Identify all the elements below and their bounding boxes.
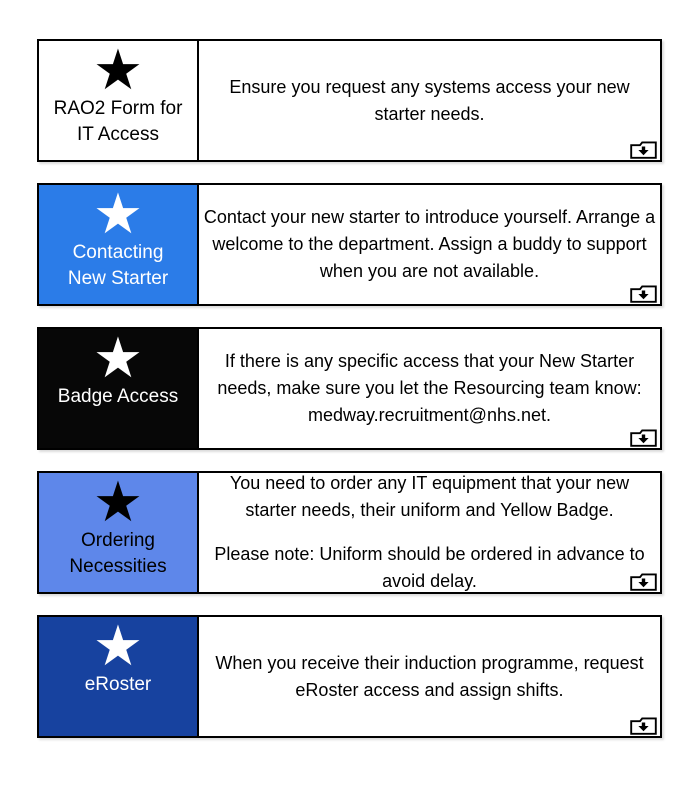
- folder-download-icon[interactable]: [630, 715, 657, 735]
- step-description: When you receive their induction programme, request eRoster access and assign shifts.: [215, 652, 644, 700]
- step-row-rao2-form-it-access: [37, 39, 662, 162]
- step-label: [68, 240, 168, 292]
- step-label-line: IT Access: [76, 124, 159, 145]
- folder-download-icon[interactable]: [630, 571, 657, 591]
- step-description-box: [199, 617, 660, 736]
- step-label-line: Necessities: [69, 556, 167, 577]
- step-label: [58, 384, 178, 410]
- step-label-box: [39, 326, 199, 448]
- folder-download-icon[interactable]: [630, 427, 657, 447]
- star-icon: ★: [92, 614, 144, 677]
- star-icon: ★: [92, 182, 144, 245]
- folder-download-icon[interactable]: [630, 283, 657, 303]
- step-label-box: [39, 38, 199, 160]
- step-description: Ensure you request any systems access your new starter needs.: [229, 76, 630, 124]
- onboarding-checklist: [37, 39, 662, 759]
- step-description: Contact your new starter to introduce yourself. Arrange a welcome to the department. Assign a buddy to support when you are not available.: [203, 207, 656, 281]
- star-icon: ★: [92, 326, 144, 389]
- step-label-line: Badge Access: [57, 386, 179, 407]
- step-description: You need to order any IT equipment that your new starter needs, their uniform and Yellow Badge.: [229, 473, 630, 520]
- step-label-line: New Starter: [67, 268, 169, 289]
- step-description-box: [199, 473, 660, 592]
- step-label-line: Contacting: [72, 242, 164, 263]
- star-icon: ★: [92, 470, 144, 533]
- step-description-box: [199, 329, 660, 448]
- step-label: [54, 96, 183, 148]
- step-description-box: [199, 185, 660, 304]
- step-row-ordering-necessities: [37, 471, 662, 594]
- step-label-line: RAO2 Form for: [53, 98, 183, 119]
- step-row-eroster: [37, 615, 662, 738]
- step-description: If there is any specific access that your New Starter needs, make sure you let the Resourcing team know: medway.recruitment@nhs.net.: [217, 351, 642, 425]
- step-label-box: [39, 614, 199, 736]
- step-label-line: eRoster: [84, 674, 152, 695]
- step-label-box: [39, 182, 199, 304]
- step-label-box: [39, 470, 199, 592]
- folder-download-icon[interactable]: [630, 139, 657, 159]
- step-row-badge-access: [37, 327, 662, 450]
- star-icon: ★: [92, 38, 144, 101]
- step-description-note: Please note: Uniform should be ordered in advance to avoid delay.: [214, 544, 645, 591]
- step-label: [69, 528, 166, 580]
- step-label: [85, 672, 152, 698]
- step-description-box: [199, 41, 660, 160]
- step-label-line: Ordering: [81, 530, 155, 551]
- step-row-contacting-new-starter: [37, 183, 662, 306]
